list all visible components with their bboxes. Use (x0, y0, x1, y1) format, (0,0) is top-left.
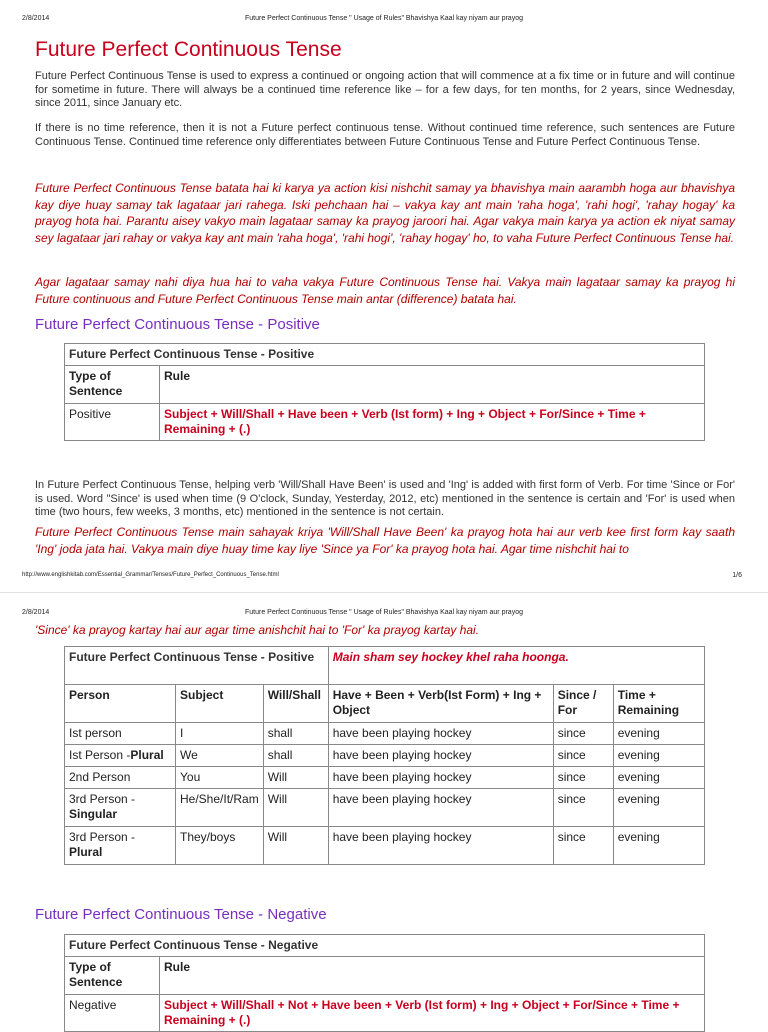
person-number-cell: Plural (130, 748, 164, 762)
since-for-cell: since (553, 767, 613, 789)
will-shall-cell: shall (263, 723, 328, 745)
column-header: Type of Sentence (65, 366, 160, 404)
since-for-cell: since (553, 723, 613, 745)
print-date: 2/8/2014 (22, 609, 50, 616)
person-cell: 2nd Person (69, 770, 131, 784)
person-cell: Ist person (69, 726, 122, 740)
subject-cell: He/She/It/Ram (176, 789, 264, 827)
print-date: 2/8/2014 (22, 15, 50, 22)
time-cell: evening (613, 827, 704, 865)
table-caption: Future Perfect Continuous Tense - Positive (65, 647, 329, 685)
table-row (65, 723, 705, 745)
column-header: Rule (160, 957, 705, 995)
table-caption: Future Perfect Continuous Tense - Negative (65, 935, 705, 957)
table-row (65, 827, 705, 865)
verb-phrase-cell: have been playing hockey (328, 827, 553, 865)
hindi-explanation-paragraph: Future Perfect Continuous Tense batata hai ki karya ya action kisi nishchit samay ya bhavishya main aarambh hoga aur bhavishya kay diye huay samay tak lagataar jari rahega. Iski pehchaan hai – vakya kay ant main 'raha hoga', 'rahi hogi', 'rahay hogay' ka prayog hota hai. Parantu aisey vakyo main lagataar samay ka prayog jaroori hai. Agar vakya main karya ya action ek niyat samay sey lagataar jari rahay or vakya kay ant main 'raha hoga', 'rahi hogi', 'rahay hogay' ho, to vaha Future Perfect Continuous Tense hai. (35, 181, 735, 245)
table-row (65, 767, 705, 789)
negative-section-heading: Future Perfect Continuous Tense - Negative (35, 906, 327, 923)
page-separator (0, 592, 768, 593)
intro-paragraph: Future Perfect Continuous Tense is used to express a continued or ongoing action that will commence at a fix time or in future and will continue for sometime in future. There will always be a continued time reference like – for a few days, for ten months, for 2 years, since Wednesday, since 2011, since January etc. (35, 70, 735, 109)
subject-cell: They/boys (176, 827, 264, 865)
print-header-title: Future Perfect Continuous Tense " Usage of Rules" Bhavishya Kaal kay niyam aur prayog (245, 15, 523, 22)
column-header: Will/Shall (263, 685, 328, 723)
person-cell: Ist Person - (69, 748, 131, 762)
example-conjugation-table (64, 646, 705, 865)
verb-phrase-cell: have been playing hockey (328, 745, 553, 767)
person-number-cell: Plural (69, 845, 103, 859)
time-cell: evening (613, 767, 704, 789)
verb-phrase-cell: have been playing hockey (328, 767, 553, 789)
time-cell: evening (613, 745, 704, 767)
table-caption: Future Perfect Continuous Tense - Positive (65, 344, 705, 366)
rule-formula-cell: Subject + Will/Shall + Have been + Verb (Ist form) + Ing + Object + For/Since + Time + Remaining + (.) (160, 404, 705, 441)
table-row (65, 789, 705, 827)
hindi-usage-continued: 'Since' ka prayog kartay hai aur agar time anishchit hai to 'For' ka prayog kartay hai. (35, 623, 480, 637)
page-number: 1/6 (732, 572, 742, 579)
subject-cell: I (176, 723, 264, 745)
will-shall-cell: shall (263, 745, 328, 767)
will-shall-cell: Will (263, 767, 328, 789)
source-url: http://www.englishkitab.com/Essential_Grammar/Tenses/Future_Perfect_Continuous_Tense.html (22, 572, 279, 578)
since-for-cell: since (553, 789, 613, 827)
usage-explanation-paragraph: In Future Perfect Continuous Tense, helping verb 'Will/Shall Have Been' is used and 'Ing' is added with first form of Verb. For time 'Since or For' is used. Word "Since' is used when time (9 O'clock, Sunday, Yesterday, 2012, etc) mentioned in the sentence is certain and 'For' is used when time (two hours, few weeks, 3 months, etc) mentioned in the sentence is not certain. (35, 479, 735, 518)
subject-cell: We (176, 745, 264, 767)
column-header: Have + Been + Verb(Ist Form) + Ing + Object (328, 685, 553, 723)
column-header: Person (65, 685, 176, 723)
table-row (65, 745, 705, 767)
verb-phrase-cell: have been playing hockey (328, 789, 553, 827)
subject-cell: You (176, 767, 264, 789)
person-cell: 3rd Person - (69, 830, 136, 844)
page-title: Future Perfect Continuous Tense (35, 38, 342, 61)
person-cell: 3rd Person - (69, 792, 136, 806)
time-cell: evening (613, 723, 704, 745)
column-header: Time + Remaining (613, 685, 704, 723)
since-for-cell: since (553, 745, 613, 767)
time-reference-paragraph: If there is no time reference, then it is not a Future perfect continuous tense. Without continued time reference, such sentences are Future Continuous Tense. Continued time reference only differentiates between Future Continuous Tense and Future Perfect Continuous Tense. (35, 122, 735, 148)
column-header: Type of Sentence (65, 957, 160, 995)
hindi-usage-paragraph: Future Perfect Continuous Tense main sahayak kriya 'Will/Shall Have Been' ka prayog hota hai aur verb kee first form kay saath 'Ing' joda jata hai. Vakya main diye huay time kay liye 'Since ya For' ka prayog hota hai. Agar time nishchit hai to (35, 525, 735, 556)
column-header: Rule (160, 366, 705, 404)
column-header: Subject (176, 685, 264, 723)
will-shall-cell: Will (263, 827, 328, 865)
column-header: Since / For (553, 685, 613, 723)
hindi-difference-paragraph: Agar lagataar samay nahi diya hua hai to vaha vakya Future Continuous Tense hai. Vakya main lagataar samay ka prayog hi Future continuous and Future Perfect Continuous Tense main antar (difference) batata hai. (35, 275, 735, 306)
print-header-title: Future Perfect Continuous Tense " Usage of Rules" Bhavishya Kaal kay niyam aur prayog (245, 609, 523, 616)
time-cell: evening (613, 789, 704, 827)
example-sentence: Main sham sey hockey khel raha hoonga. (328, 647, 704, 685)
since-for-cell: since (553, 827, 613, 865)
person-number-cell: Singular (69, 807, 118, 821)
rule-formula-cell: Subject + Will/Shall + Not + Have been + Verb (Ist form) + Ing + Object + For/Since + Time + Remaining + (.) (160, 995, 705, 1032)
positive-rule-table (64, 343, 705, 441)
negative-rule-table (64, 934, 705, 1032)
verb-phrase-cell: have been playing hockey (328, 723, 553, 745)
sentence-type-cell: Negative (65, 995, 160, 1032)
positive-section-heading: Future Perfect Continuous Tense - Positive (35, 316, 320, 333)
sentence-type-cell: Positive (65, 404, 160, 441)
will-shall-cell: Will (263, 789, 328, 827)
